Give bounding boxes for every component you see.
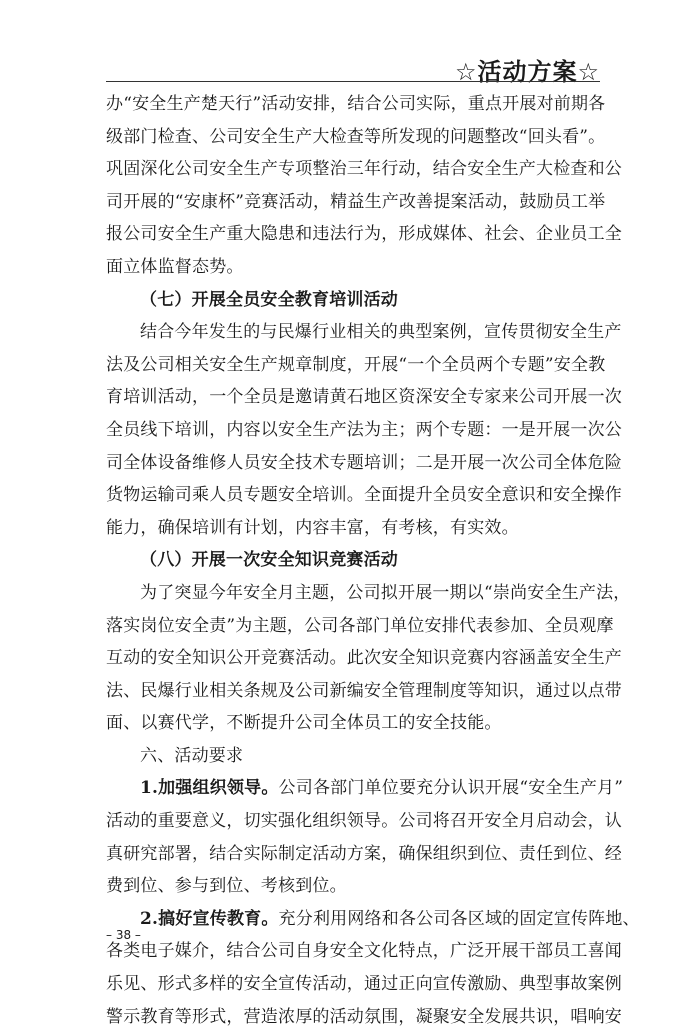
- text-line: 货物运输司乘人员专题安全培训。全面提升全员安全意识和安全操作: [106, 485, 622, 506]
- text-line: 司开展的“安康杯”竞赛活动，精益生产改善提案活动，鼓励员工举: [106, 191, 606, 212]
- text-line: 法、民爆行业相关条规及公司新编安全管理制度等知识，通过以点带: [106, 680, 622, 701]
- header-divider: [106, 81, 600, 82]
- text-line: 落实岗位安全责”为主题，公司各部门单位安排代表参加、全员观摩: [106, 615, 614, 636]
- text-line: 各类电子媒介，结合公司自身安全文化特点，广泛开展干部员工喜闻: [106, 941, 622, 962]
- section-heading-8: （八）开展一次安全知识竞赛活动: [140, 550, 398, 571]
- text-line: 费到位、参与到位、考核到位。: [106, 876, 347, 897]
- text-line: 面立体监督态势。: [106, 256, 244, 277]
- page-header-title: ☆活动方案☆: [454, 58, 600, 86]
- requirement-text-1: 公司各部门单位要充分认识开展“安全生产月”: [278, 778, 624, 799]
- text-line: 面、以赛代学，不断提升公司全体员工的安全技能。: [106, 713, 502, 734]
- section-heading-7: （七）开展全员安全教育培训活动: [140, 289, 398, 310]
- text-line: 报公司安全生产重大隐患和违法行为，形成媒体、社会、企业员工全: [106, 224, 622, 245]
- text-line: 法及公司相关安全生产规章制度，开展“一个全员两个专题”安全教: [106, 354, 606, 375]
- text-line: 级部门检查、公司安全生产大检查等所发现的问题整改“回头看”。: [106, 126, 606, 147]
- text-line: 为了突显今年安全月主题，公司拟开展一期以“崇尚安全生产法，: [140, 582, 631, 603]
- requirement-lead-1: 1.加强组织领导。: [140, 778, 279, 799]
- document-body: [106, 88, 640, 1033]
- text-line: 警示教育等形式，营造浓厚的活动氛围，凝聚安全发展共识，唱响安: [106, 1006, 622, 1027]
- text-line: 育培训活动，一个全员是邀请黄石地区资深安全专家来公司开展一次: [106, 387, 622, 408]
- text-line: 全员线下培训，内容以安全生产法为主；两个专题：一是开展一次公: [106, 419, 622, 440]
- requirement-paragraph-1: [106, 772, 624, 805]
- requirement-text-2: 充分利用网络和各公司各区域的固定宣传阵地、: [278, 908, 640, 929]
- text-line: 巩固深化公司安全生产专项整治三年行动，结合安全生产大检查和公: [106, 159, 622, 180]
- text-line: 结合今年发生的与民爆行业相关的典型案例，宣传贯彻安全生产: [140, 322, 622, 343]
- page-number: – 38 –: [106, 928, 141, 942]
- requirement-lead-2: 2.搞好宣传教育。: [140, 908, 279, 929]
- text-line: 办“安全生产楚天行”活动安排，结合公司实际，重点开展对前期各: [106, 94, 606, 114]
- text-line: 司全体设备维修人员安全技术专题培训；二是开展一次公司全体危险: [106, 452, 622, 473]
- text-line: 互动的安全知识公开竞赛活动。此次安全知识竞赛内容涵盖安全生产: [106, 648, 622, 669]
- section-heading-6: 六、活动要求: [140, 745, 244, 766]
- text-line: 真研究部署，结合实际制定活动方案，确保组织到位、责任到位、经: [106, 843, 622, 864]
- requirement-paragraph-2: [106, 903, 640, 936]
- text-line: 乐见、形式多样的安全宣传活动，通过正向宣传激励、典型事故案例: [106, 974, 622, 995]
- text-line: 活动的重要意义，切实强化组织领导。公司将召开安全月启动会，认: [106, 811, 622, 832]
- text-line: 能力，确保培训有计划，内容丰富，有考核，有实效。: [106, 517, 519, 538]
